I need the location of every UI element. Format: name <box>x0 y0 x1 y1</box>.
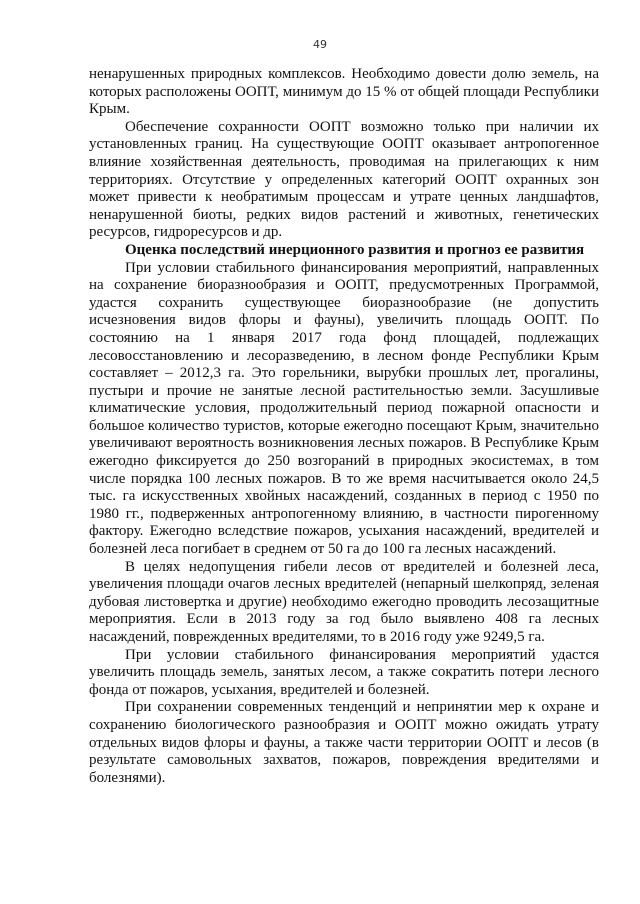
paragraph-3: При условии стабильного финансирования мероприятий, направленных на сохранение биоразнообразия и ООПТ, предусмотренных Программой, удастся сохранить существующее биоразнообразие (не допустить исчезновения видов флоры и фауны), увеличить площадь ООПТ. По состоянию на 1 января 2017 года фонд площадей, подлежащих лесовосстановлению и лесоразведению, в лесном фонде Республики Крым составляет – 2012,3 га. Это горельники, вырубки прошлых лет, прогалины, пустыри и прочие не занятые лесной растительностью земли. Засушливые климатические условия, продолжительный период пожарной опасности и большое количество туристов, которые ежегодно посещают Крым, значительно увеличивают вероятность возникновения лесных пожаров. В Республике Крым ежегодно фиксируется до 250 возгораний в природных экосистемах, в том числе порядка 100 лесных пожаров. В то же время насчитывается около 24,5 тыс. га искусственных хвойных насаждений, созданных в период с 1950 по 1980 гг., подверженных антропогенному влиянию, в частности пирогенному фактору. Ежегодно вследствие пожаров, усыхания насаждений, вредителей и болезней леса погибает в среднем от 50 га до 100 га лесных насаждений. <box>89 259 599 558</box>
page-number: 49 <box>313 38 327 51</box>
paragraph-1: ненарушенных природных комплексов. Необходимо довести долю земель, на которых расположены ООПТ, минимум до 15 % от общей площади Республики Крым. <box>89 66 599 118</box>
section-heading: Оценка последствий инерционного развития и прогноз ее развития <box>125 241 585 258</box>
paragraph-5: При условии стабильного финансирования мероприятий удастся увеличить площадь земель, занятых лесом, а также сократить потери лесного фонда от пожаров, усыхания, вредителей и болезней. <box>89 646 599 698</box>
document-body <box>89 66 599 787</box>
paragraph-4: В целях недопущения гибели лесов от вредителей и болезней леса, увеличения площади очагов лесных вредителей (непарный шелкопряд, зеленая дубовая листовертка и другие) необходимо ежегодно проводить лесозащитные мероприятия. Если в 2013 году за год было выявлено 408 га лесных насаждений, поврежденных вредителями, то в 2016 году уже 9249,5 га. <box>89 558 599 645</box>
paragraph-6: При сохранении современных тенденций и непринятии мер к охране и сохранению биологического разнообразия и ООПТ можно ожидать утрату отдельных видов флоры и фауны, а также части территории ООПТ и лесов (в результате самовольных захватов, пожаров, повреждения вредителями и болезнями). <box>89 699 599 786</box>
paragraph-2: Обеспечение сохранности ООПТ возможно только при наличии их установленных границ. На существующие ООПТ оказывает антропогенное влияние хозяйственная деятельность, проводимая на прилегающих к ним территориях. Отсутствие у определенных категорий ООПТ охранных зон может привести к необратимым процессам и утрате ценных ландшафтов, ненарушенной биоты, редких видов растений и животных, генетических ресурсов, гидроресурсов и др. <box>89 118 599 241</box>
